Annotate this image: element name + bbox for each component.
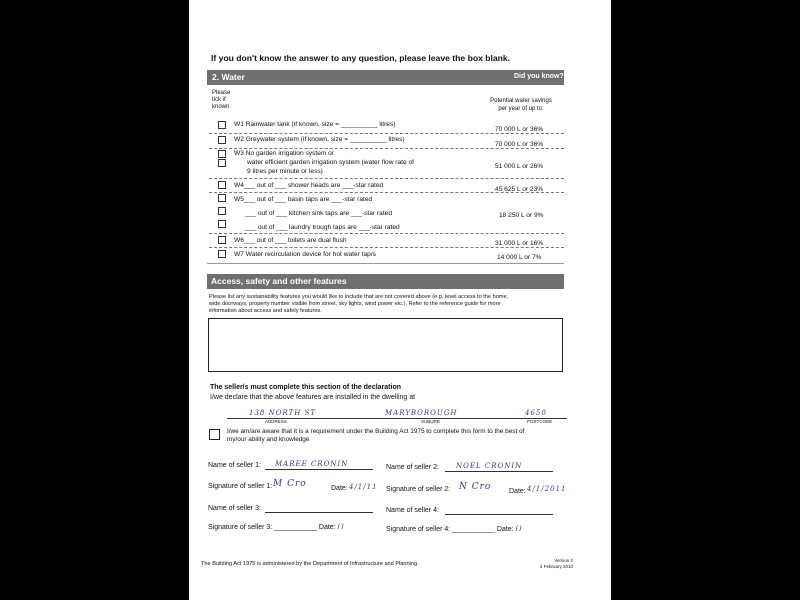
seller1-name-label: Name of seller 1: xyxy=(208,462,261,469)
seller2-date-label: Date: xyxy=(509,488,526,495)
w6-text: W6___ out of ___ toilets are dual flush xyxy=(234,237,347,244)
savings-label-line: per year of up to: xyxy=(498,106,544,112)
tick-label-line: tick if xyxy=(212,97,226,103)
seller1-date[interactable]: 4/1/11 xyxy=(349,483,378,491)
footer-text: The Building Act 1975 is administered by the Department of Infrastructure and Planning. xyxy=(201,561,419,567)
seller2-name-value: NOEL CRONIN xyxy=(456,462,523,470)
seller1-name-line[interactable] xyxy=(265,469,373,470)
version-date: 4 February 2010 xyxy=(539,564,573,569)
w5-text-2: ___ out of ___ kitchen sink taps are ___-star rated xyxy=(245,210,392,217)
w2-checkbox[interactable] xyxy=(218,136,226,144)
divider xyxy=(209,178,564,179)
access-line: Please list any sustainability features you would like to include that are not covered above (e.g. level access to the home, xyxy=(209,294,509,300)
w3-text-2: water efficient garden irrigation system (water flow rate of xyxy=(247,159,414,166)
w4-text: W4___ out of ___ shower heads are ___-star rated xyxy=(234,182,384,189)
suburb-value: MARYBOROUGH xyxy=(385,409,458,417)
seller4-signature-label[interactable]: Signature of seller 4: ___________ Date: / / xyxy=(386,526,522,533)
address-label: ADDRESS xyxy=(265,419,287,424)
w5-saving: 18 250 L or 9% xyxy=(499,212,544,219)
postcode-value: 4650 xyxy=(525,409,547,417)
w5-text-3: ___ out of ___ laundry trough taps are ___-star rated xyxy=(245,224,400,231)
access-line: wide doorways, property number visible from street, sky lights, wind power etc.). Refer to the reference guide for more xyxy=(209,301,501,307)
w5a-checkbox[interactable] xyxy=(218,194,226,202)
w1-checkbox[interactable] xyxy=(218,121,226,129)
seller2-name-line[interactable] xyxy=(445,471,553,472)
divider xyxy=(207,263,564,264)
w2-text: W2 Greywater system (if known, size = __________ litres) xyxy=(234,136,405,143)
aware-text xyxy=(227,428,524,444)
w3-text-3: 9 litres per minute or less) xyxy=(247,168,323,175)
access-instructions xyxy=(209,294,508,315)
seller3-signature-label[interactable]: Signature of seller 3: ___________ Date: / / xyxy=(208,524,344,531)
declaration-title: The seller/s must complete this section of the declaration xyxy=(210,384,401,391)
w1-text: W1 Rainwater tank (if known, size = __________ litres) xyxy=(234,121,396,128)
water-header-bar xyxy=(207,70,564,85)
declaration-line: I/we declare that the above features are installed in the dwelling at xyxy=(210,394,416,401)
w7-checkbox[interactable] xyxy=(218,250,226,258)
w5b-checkbox[interactable] xyxy=(218,207,226,215)
seller4-name-line[interactable] xyxy=(445,514,553,515)
access-features-textarea[interactable] xyxy=(208,318,563,372)
tick-label-line: Please xyxy=(212,90,231,96)
footer-version xyxy=(539,558,573,570)
w3a-checkbox[interactable] xyxy=(218,150,226,158)
w5c-checkbox[interactable] xyxy=(218,220,226,228)
savings-label-line: Potential water savings xyxy=(490,98,552,104)
divider xyxy=(209,192,564,193)
w1-saving: 70 000 L or 36% xyxy=(495,126,544,133)
seller2-signature-label: Signature of seller 2: xyxy=(386,486,451,493)
version-label: Version 2 xyxy=(554,558,573,563)
intro-text: If you don't know the answer to any question, please leave the box blank. xyxy=(211,53,511,63)
w5-text-1: W5___ out of ___ basin taps are ___-star rated xyxy=(234,196,373,203)
aware-line: I/we am/are aware that it is a requirement under the Building Act 1975 to complete this form to the best of xyxy=(227,428,525,435)
seller2-date[interactable]: 4/1/2011 xyxy=(527,485,567,493)
suburb-label: SUBURB xyxy=(421,419,440,424)
w3b-checkbox[interactable] xyxy=(218,159,226,167)
w7-saving: 14 000 L or 7% xyxy=(497,254,542,261)
divider xyxy=(209,148,564,149)
tick-label xyxy=(212,90,230,111)
w3-text-1: W3 No garden irrigation system or xyxy=(234,150,335,157)
seller2-name-label: Name of seller 2: xyxy=(386,464,439,471)
postcode-label: POSTCODE xyxy=(527,419,553,424)
seller2-signature[interactable]: N Cro xyxy=(459,482,492,492)
seller1-signature[interactable]: M Cro xyxy=(273,479,307,489)
seller4-name-label: Name of seller 4: xyxy=(386,507,439,514)
access-line: information about access and safety features. xyxy=(209,308,322,314)
form-page xyxy=(189,0,611,600)
water-header: 2. Water xyxy=(212,72,245,82)
address-value: 138 NORTH ST xyxy=(249,409,317,417)
access-header-bar xyxy=(207,274,564,289)
seller1-name-value: MAREE CRONIN xyxy=(275,460,349,468)
w3-saving: 51 000 L or 26% xyxy=(495,163,544,170)
divider xyxy=(209,233,564,234)
tick-label-line: known xyxy=(212,104,230,110)
w6-checkbox[interactable] xyxy=(218,236,226,244)
seller3-name-line[interactable] xyxy=(265,512,373,513)
seller3-name-label: Name of seller 3: xyxy=(208,505,261,512)
w6-saving: 31 000 L or 16% xyxy=(495,240,544,247)
divider xyxy=(209,133,564,134)
did-you-know: Did you know? xyxy=(514,73,564,80)
seller1-date-label: Date: xyxy=(331,485,348,492)
w4-checkbox[interactable] xyxy=(218,181,226,189)
seller1-signature-label: Signature of seller 1: xyxy=(208,483,273,490)
divider xyxy=(209,247,564,248)
savings-label xyxy=(488,97,554,113)
access-header: Access, safety and other features xyxy=(211,276,347,286)
aware-line: my/our ability and knowledge xyxy=(227,436,310,443)
w4-saving: 45 625 L or 23% xyxy=(495,186,544,193)
w2-saving: 70 000 L or 36% xyxy=(495,141,544,148)
w7-text: W7 Water recirculation device for hot water tap/s xyxy=(234,251,376,258)
aware-checkbox[interactable] xyxy=(209,429,220,440)
